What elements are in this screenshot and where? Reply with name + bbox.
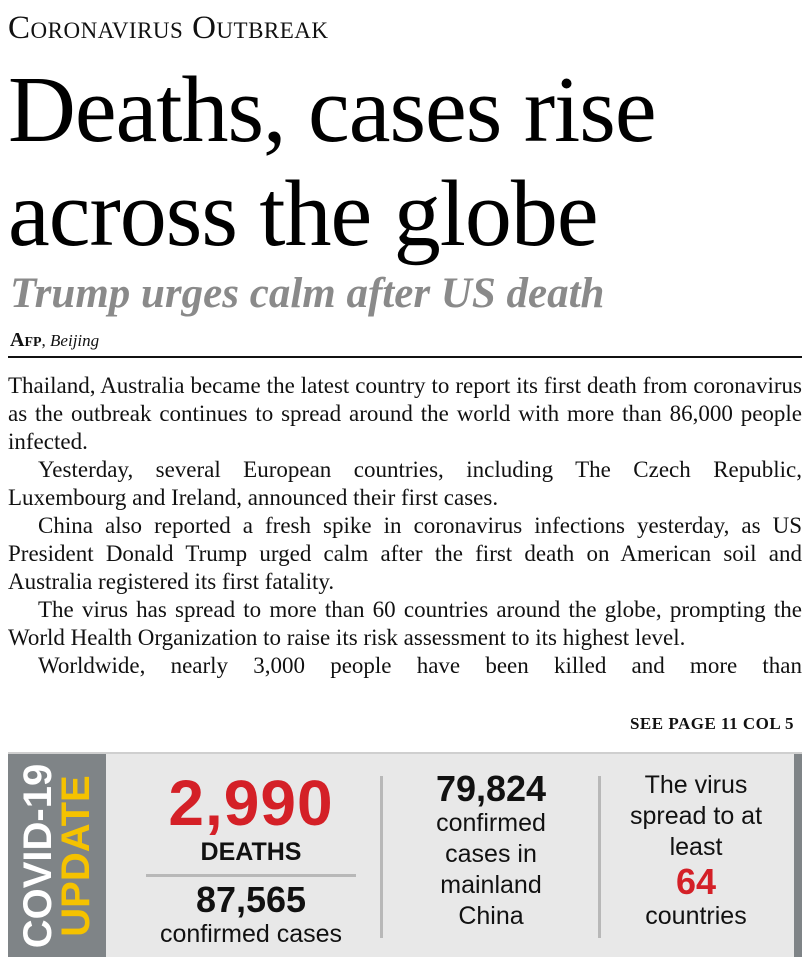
divider-rule xyxy=(8,356,802,358)
update-label xyxy=(8,756,106,956)
byline-agency: Afp xyxy=(10,329,42,351)
deaths-value: 2,990 xyxy=(168,767,334,839)
deaths-stat xyxy=(146,754,356,957)
confirmed-label: confirmed cases xyxy=(159,920,343,948)
update-label-line2: UPDATE xyxy=(54,775,98,937)
byline-place: Beijing xyxy=(50,331,100,350)
stat-divider xyxy=(146,874,356,877)
column-divider xyxy=(380,776,383,938)
byline xyxy=(10,328,99,353)
covid-update-box xyxy=(8,752,802,957)
byline-separator: , xyxy=(41,331,51,350)
update-tab xyxy=(8,754,106,957)
china-text-line: mainland xyxy=(440,871,542,899)
spread-text-line: countries xyxy=(645,902,747,930)
article-body xyxy=(8,372,802,680)
jump-line: SEE PAGE 11 COL 5 xyxy=(629,714,794,733)
china-text-line: confirmed xyxy=(436,809,546,837)
section-kicker: Coronavirus Outbreak xyxy=(8,10,329,46)
article-paragraph: Worldwide, nearly 3,000 people have been killed and more than xyxy=(38,653,802,678)
spread-text-line: least xyxy=(669,833,723,861)
box-edge-bar xyxy=(794,754,802,957)
deaths-label: DEATHS xyxy=(200,838,302,866)
china-text-line: cases in xyxy=(445,840,537,868)
china-value: 79,824 xyxy=(435,768,547,809)
confirmed-value: 87,565 xyxy=(195,879,307,920)
article-paragraph: Thailand, Australia became the latest country to report its first death from coronavirus as the outbreak continues to spread around the world with more than 86,000 people infected. xyxy=(8,373,802,454)
china-text-line: China xyxy=(458,902,524,930)
spread-text-line: spread to at xyxy=(629,802,763,830)
article-paragraph: China also reported a fresh spike in coronavirus infections yesterday, as US President Donald Trump urged calm after the first death on American soil and Australia registered its first fatality. xyxy=(8,513,802,594)
headline: Deaths, cases rise across the globe xyxy=(8,58,656,266)
spread-stat xyxy=(598,754,794,957)
article-paragraph: The virus has spread to more than 60 countries around the globe, prompting the World Health Organization to raise its risk assessment to its highest level. xyxy=(8,597,802,650)
article-paragraph: Yesterday, several European countries, including The Czech Republic, Luxembourg and Ireland, announced their first cases. xyxy=(8,457,802,510)
spread-text-line: The virus xyxy=(644,771,748,799)
spread-value: 64 xyxy=(675,861,717,902)
update-label-line1: COVID-19 xyxy=(16,763,60,949)
china-stat xyxy=(386,754,596,957)
subheadline: Trump urges calm after US death xyxy=(10,270,605,317)
